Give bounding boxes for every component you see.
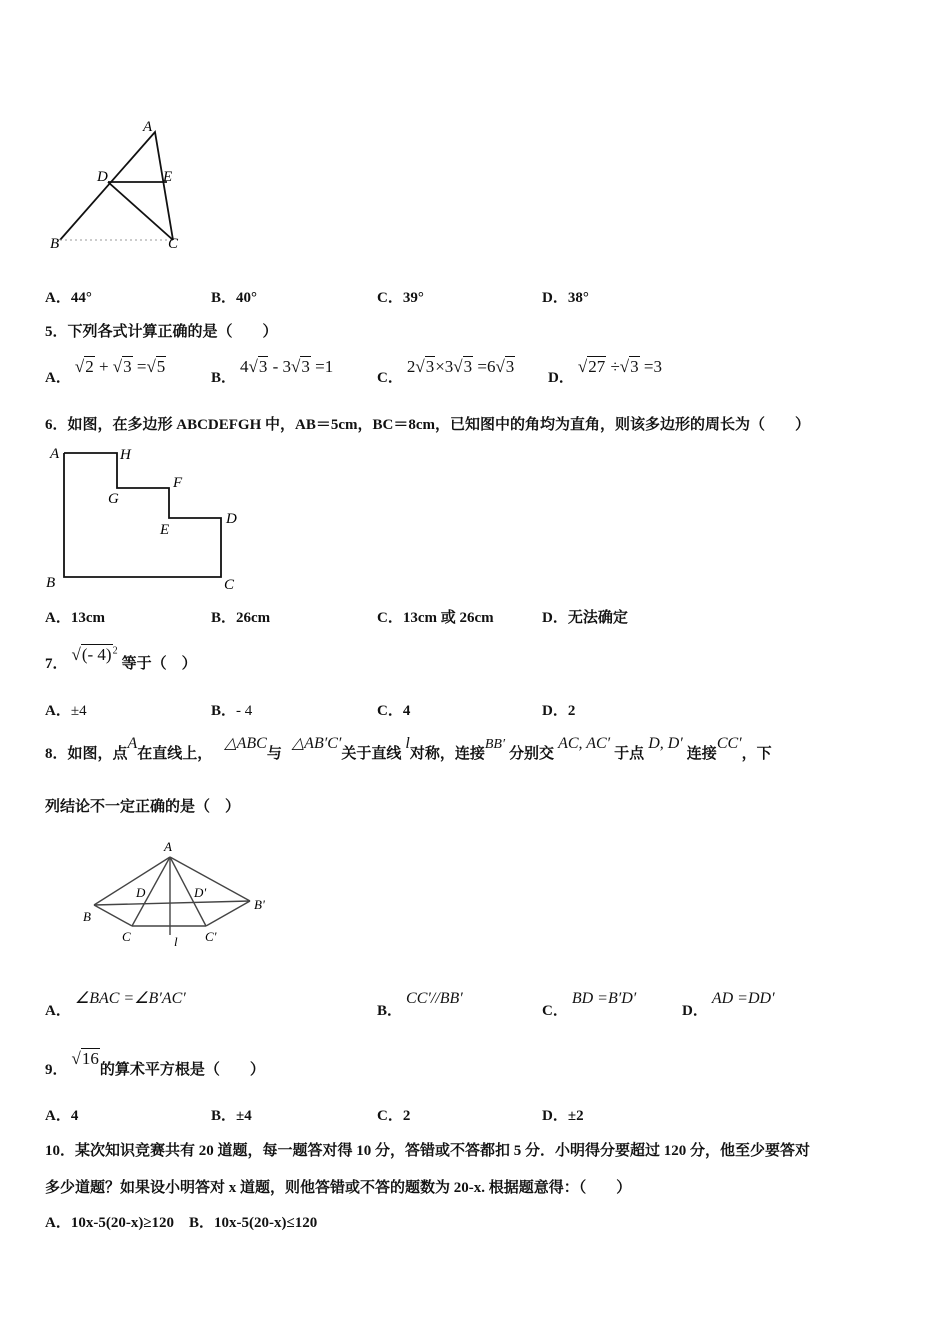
- q5-option-d: D． √27 ÷√3 =3: [548, 357, 662, 386]
- q8-stem-line1: 8．如图，点A在直线上， △ABC与△AB′C′关于直线 l对称，连接BB′ 分别交AC, AC′于点D, D′ 连接CC′，下: [45, 735, 772, 762]
- segment-b-prime-c-prime: [206, 901, 250, 926]
- label-c-prime: C': [205, 929, 217, 944]
- q4-option-d: D．38°: [542, 290, 589, 306]
- q8-option-c: C． BD =B′D′: [542, 990, 637, 1019]
- q4-option-a: A．44°: [45, 290, 92, 306]
- segment-ab: [94, 857, 170, 905]
- polygon-outline: [64, 453, 221, 577]
- label-b-prime: B': [254, 897, 265, 912]
- label-e: E: [163, 169, 173, 185]
- symmetry-figure-q8: [80, 835, 280, 950]
- label-c: C: [224, 577, 235, 593]
- q4-option-c: C．39°: [377, 290, 424, 306]
- q9-option-b: B．±4: [211, 1108, 252, 1124]
- q5-option-b: B． 4√3 - 3√3 =1: [211, 357, 334, 386]
- q4-option-b: B．40°: [211, 290, 258, 306]
- label-f: F: [173, 475, 183, 491]
- label-l: l: [174, 934, 178, 949]
- q7-option-c: C．4: [377, 703, 411, 719]
- label-g: G: [108, 491, 119, 507]
- q5-stem: 5．下列各式计算正确的是（ ）: [45, 324, 278, 340]
- label-d-prime: D': [194, 885, 207, 900]
- label-b: B: [46, 575, 56, 591]
- label-d: D: [97, 169, 108, 185]
- label-d: D: [226, 511, 237, 527]
- q7-option-a: A．±4: [45, 703, 87, 719]
- segment-bb-prime: [94, 901, 250, 905]
- label-e: E: [160, 522, 170, 538]
- q10-stem-line2: 多少道题？如果设小明答对 x 道题，则他答错或不答的题数为 20-x. 根据题意得：（ ）: [45, 1180, 632, 1196]
- q6-option-d: D．无法确定: [542, 610, 628, 626]
- q6-option-b: B．26cm: [211, 610, 271, 626]
- triangle-figure-q4: [45, 115, 215, 260]
- q10-stem-line1: 10．某次知识竞赛共有 20 道题，每一题答对得 10 分，答错或不答都扣 5 分．小明得分要超过 120 分，他至少要答对: [45, 1143, 811, 1159]
- label-a: A: [50, 446, 60, 462]
- q8-option-a: A． ∠BAC =∠B′AC′: [45, 990, 186, 1019]
- label-c: C: [122, 929, 131, 944]
- segment-dc: [108, 182, 173, 240]
- q8-option-b: B． CC′//BB′: [377, 990, 463, 1019]
- q9-option-c: C．2: [377, 1108, 411, 1124]
- q5-option-c: C． 2√3×3√3 =6√3: [377, 357, 515, 386]
- q7-stem: 7． √(- 4)$^2$ 等于（ ）: [45, 645, 197, 672]
- q6-option-c: C．13cm 或 26cm: [377, 610, 494, 626]
- label-c: C: [168, 236, 179, 252]
- q8-option-d: D． AD =DD′: [682, 990, 775, 1019]
- q6-option-a: A．13cm: [45, 610, 105, 626]
- q6-stem: 6．如图，在多边形 ABCDEFGH 中，AB＝5cm，BC＝8cm，已知图中的角均为直角，则该多边形的周长为（ ）: [45, 417, 810, 433]
- q5-option-a: A． √2 + √3 =√5: [45, 357, 166, 386]
- label-b: B: [50, 236, 60, 252]
- q9-option-a: A．4: [45, 1108, 79, 1124]
- q7-option-b: B．- 4: [211, 703, 253, 719]
- label-a: A: [143, 119, 153, 135]
- q9-option-d: D．±2: [542, 1108, 584, 1124]
- label-h: H: [120, 447, 131, 463]
- label-d: D: [136, 885, 146, 900]
- label-a: A: [164, 839, 172, 854]
- label-b: B: [83, 909, 91, 924]
- q10-options: A．10x-5(20-x)≥120 B．10x-5(20-x)≤120: [45, 1215, 318, 1231]
- q8-stem-line2: 列结论不一定正确的是（ ）: [45, 799, 241, 815]
- polygon-figure-q6: [44, 443, 254, 593]
- q7-option-d: D．2: [542, 703, 576, 719]
- q9-stem: 9． √16的算术平方根是（ ）: [45, 1049, 265, 1078]
- segment-bc: [94, 905, 132, 926]
